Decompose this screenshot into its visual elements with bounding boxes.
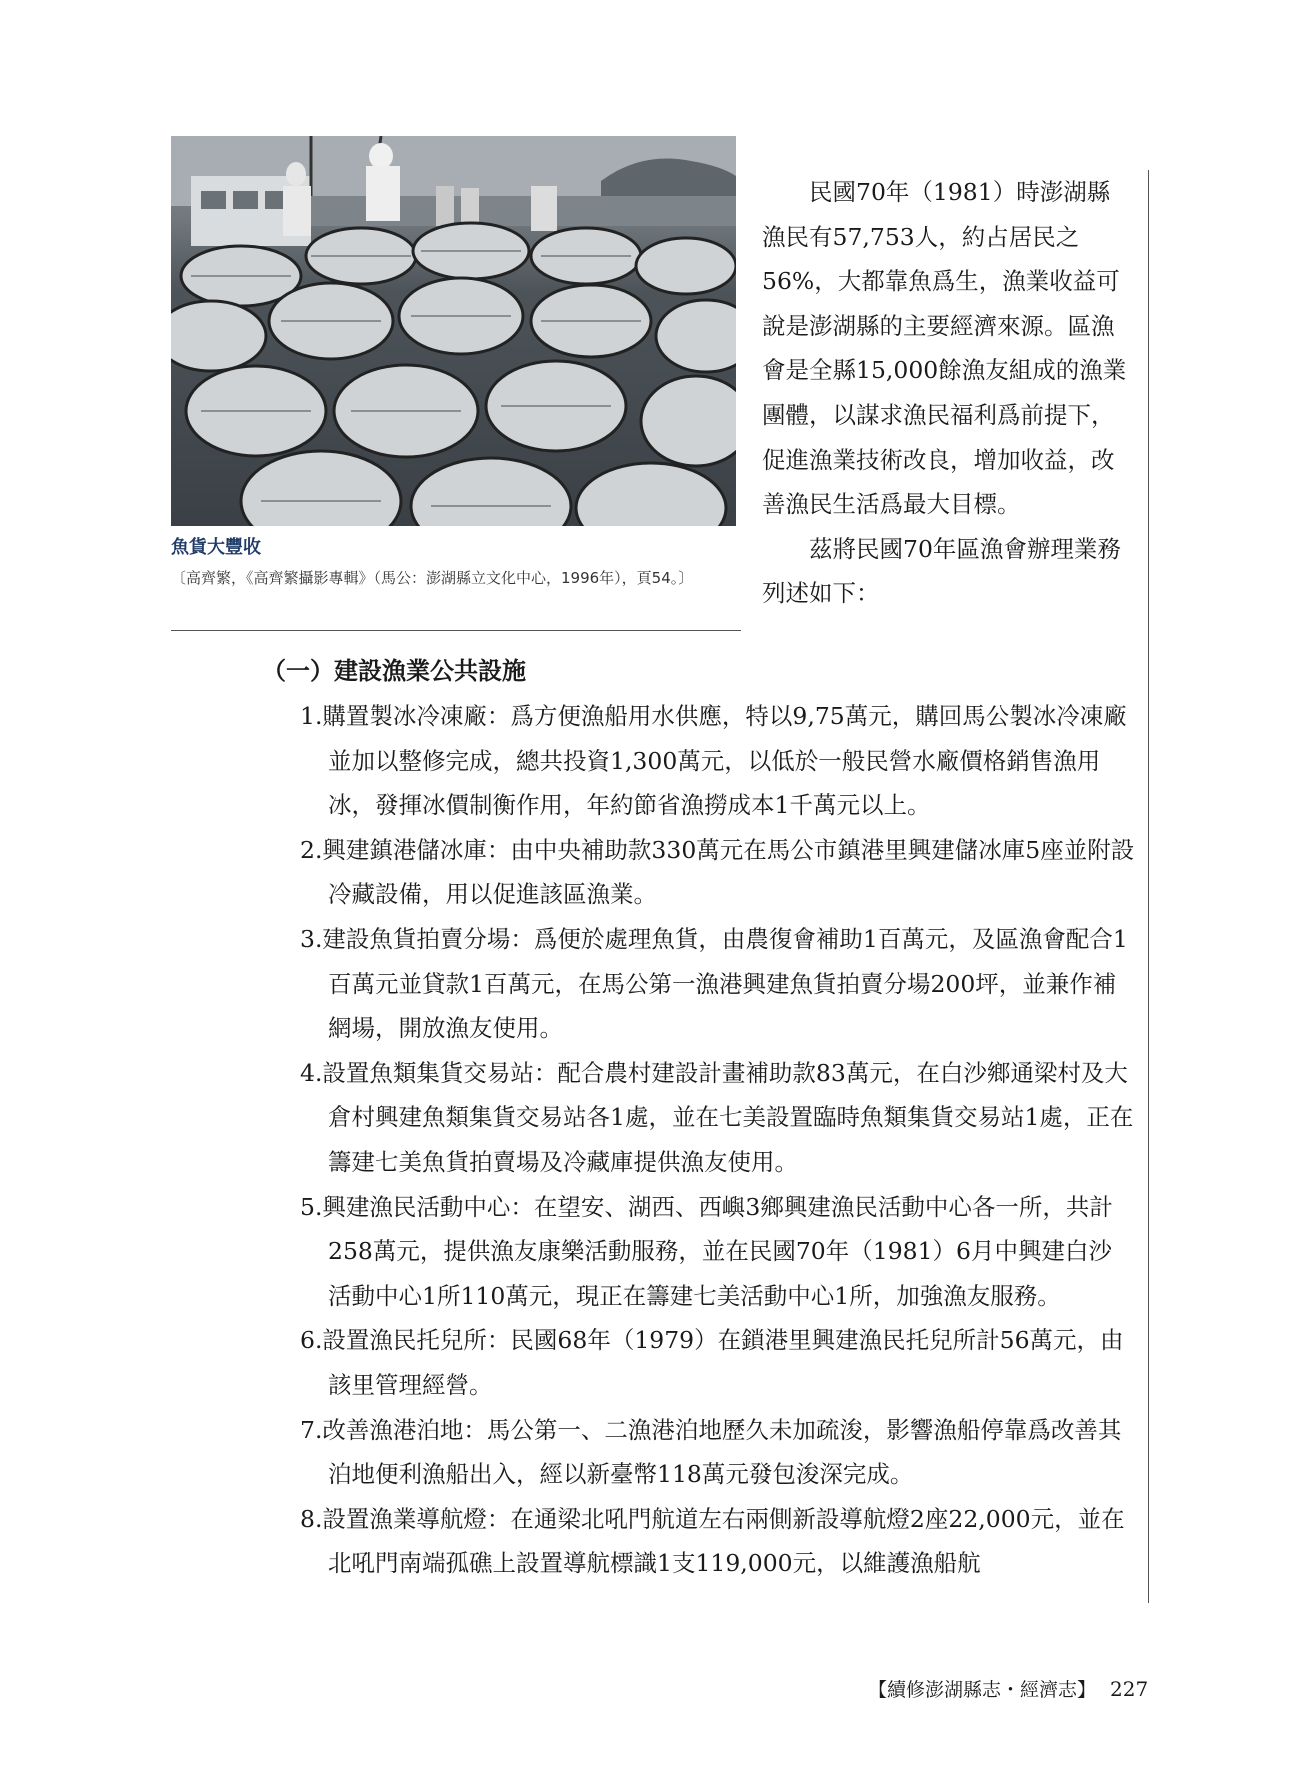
intro-paragraph: 茲將民國70年區漁會辦理業務列述如下： <box>762 534 1121 608</box>
list-item: 4.設置魚類集貨交易站：配合農村建設計畫補助款83萬元，在白沙鄉通梁村及大倉村興建魚類集貨交易站各1處，並在七美設置臨時魚類集貨交易站1處，正在籌建七美魚貨拍賣場及冷藏庫提供漁友使用。 <box>300 1058 1134 1176</box>
page-footer <box>868 1675 1148 1702</box>
caption-divider <box>171 630 741 631</box>
page-number: 227 <box>1110 1677 1149 1701</box>
list-item: 1.購置製冰冷凍廠：爲方便漁船用水供應，特以9,75萬元，購回馬公製冰冷凍廠並加以整修完成，總共投資1,300萬元，以低於一般民營水廠價格銷售漁用冰，發揮冰價制衡作用，年約節省漁撈成本1千萬元以上。 <box>300 702 1127 820</box>
list-item: 6.設置漁民托兒所：民國68年（1979）在鎖港里興建漁民托兒所計56萬元，由該里管理經營。 <box>300 1326 1124 1399</box>
intro-paragraph: 民國70年（1981）時澎湖縣漁民有57,753人，約占居民之56%，大都靠魚爲生，漁業收益可說是澎湖縣的主要經濟來源。區漁會是全縣15,000餘漁友組成的漁業團體，以謀求漁民福利爲前提下，促進漁業技術改良，增加收益，改善漁民生活爲最大目標。 <box>762 178 1127 519</box>
intro-text <box>762 170 1132 616</box>
photo-caption-source: 〔高齊繁，《高齊繁攝影專輯》（馬公：澎湖縣立文化中心，1996年），頁54。〕 <box>171 569 694 587</box>
fish-harvest-photo <box>171 136 736 526</box>
book-title: 【續修澎湖縣志・經濟志】 <box>868 1679 1097 1701</box>
list-item: 3.建設魚貨拍賣分場：爲便於處理魚貨，由農復會補助1百萬元，及區漁會配合1百萬元並貸款1百萬元，在馬公第一漁港興建魚貨拍賣分場200坪，並兼作補網場，開放漁友使用。 <box>300 924 1128 1043</box>
list-item: 7.改善漁港泊地：馬公第一、二漁港泊地歷久未加疏浚，影響漁船停靠爲改善其泊地便利漁船出入，經以新臺幣118萬元發包浚深完成。 <box>300 1415 1122 1489</box>
list-item: 2.興建鎮港儲冰庫：由中央補助款330萬元在馬公市鎮港里興建儲冰庫5座並附設冷藏設備，用以促進該區漁業。 <box>300 835 1135 909</box>
section-heading: （一）建設漁業公共設施 <box>262 656 526 685</box>
list-item: 8.設置漁業導航燈：在通梁北吼門航道左右兩側新設導航燈2座22,000元，並在北吼門南端孤礁上設置導航標識1支119,000元，以維護漁船航 <box>300 1504 1125 1578</box>
list-item: 5.興建漁民活動中心：在望安、湖西、西嶼3鄉興建漁民活動中心各一所，共計258萬元，提供漁友康樂活動服務，並在民國70年（1981）6月中興建白沙活動中心1所110萬元，現正在籌建七美活動中心1所，加強漁友服務。 <box>300 1192 1113 1310</box>
margin-rule <box>1148 170 1149 1603</box>
item-list <box>300 694 1135 1586</box>
photo-illustration <box>171 136 736 526</box>
photo-caption-title: 魚貨大豐收 <box>171 537 261 558</box>
